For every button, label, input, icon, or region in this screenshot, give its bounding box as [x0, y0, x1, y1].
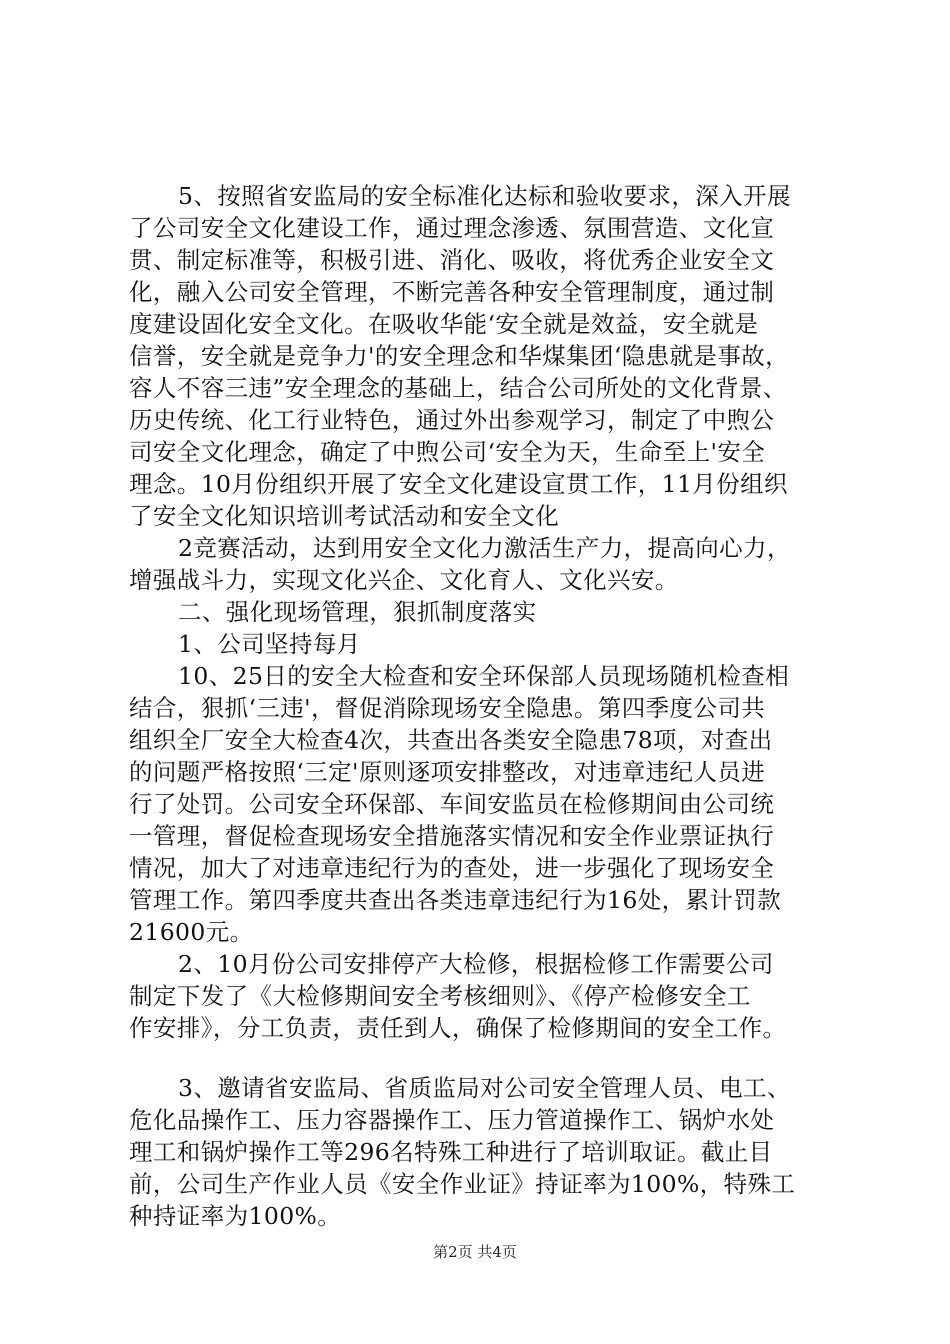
paragraph-line: 一管理，督促检查现场安全措施落实情况和安全作业票证执行: [129, 822, 775, 850]
paragraph-line: 制定下发了《大检修期间安全考核细则》、《停产检修安全工: [129, 982, 751, 1010]
paragraph-line: 2竞赛活动，达到用安全文化力激活生产力，提高向心力，: [178, 534, 791, 562]
paragraph-line: 21600元。: [129, 918, 254, 946]
paragraph-line: 贯、制定标准等，积极引进、消化、吸收，将优秀企业安全文: [129, 246, 775, 274]
paragraph-line: 2、10月份公司安排停产大检修，根据检修工作需要公司: [178, 950, 774, 978]
paragraph-line: 情况，加大了对违章违纪行为的查处，进一步强化了现场安全: [129, 854, 775, 882]
paragraph-line: 司安全文化理念，确定了中煦公司‘安全为天，生命至上'安全: [129, 438, 766, 466]
paragraph-line: 3、邀请省安监局、省质监局对公司安全管理人员、电工、: [178, 1074, 791, 1102]
paragraph-line: 了公司安全文化建设工作，通过理念渗透、氛围营造、文化宣: [129, 214, 775, 242]
page-number: 第2页 共4页: [433, 1243, 517, 1261]
paragraph-line: 危化品操作工、压力容器操作工、压力管道操作工、锅炉水处: [129, 1106, 775, 1134]
paragraph-line: 管理工作。第四季度共查出各类违章违纪行为16处，累计罚款: [129, 886, 782, 914]
paragraph-line: 行了处罚。公司安全环保部、车间安监员在检修期间由公司统: [129, 790, 775, 818]
paragraph-line: 增强战斗力，实现文化兴企、文化育人、文化兴安。: [129, 566, 679, 594]
paragraph-line: 前，公司生产作业人员《安全作业证》持证率为100%，特殊工: [129, 1170, 796, 1198]
paragraph-line: 10、25日的安全大检查和安全环保部人员现场随机检查相: [178, 662, 790, 690]
paragraph-line: 理念。10月份组织开展了安全文化建设宣贯工作，11月份组织: [129, 470, 788, 498]
paragraph-line: 度建设固化安全文化。在吸收华能‘安全就是效益，安全就是: [129, 310, 759, 338]
paragraph-line: 1、公司坚持每月: [178, 630, 361, 658]
section-heading: 二、强化现场管理，狠抓制度落实: [178, 598, 537, 626]
paragraph-line: 理工和锅炉操作工等296名特殊工种进行了培训取证。截止目: [129, 1138, 773, 1166]
paragraph-line: 作安排》，分工负责，责任到人，确保了检修期间的安全工作。: [129, 1014, 787, 1042]
paragraph-line: 化，融入公司安全管理，不断完善各种安全管理制度，通过制: [129, 278, 775, 306]
paragraph-line: 组织全厂安全大检查4次，共查出各类安全隐患78项，对查出: [129, 726, 773, 754]
paragraph-line: 5、按照省安监局的安全标准化达标和验收要求，深入开展: [178, 182, 791, 210]
paragraph-line: 种持证率为100%。: [129, 1202, 342, 1230]
paragraph-line: 历史传统、化工行业特色，通过外出参观学习，制定了中煦公: [129, 406, 775, 434]
paragraph-line: 了安全文化知识培训考试活动和安全文化: [129, 502, 560, 530]
paragraph-line: 结合，狠抓‘三违'，督促消除现场安全隐患。第四季度公司共: [129, 694, 766, 722]
paragraph-line: 容人不容三违”安全理念的基础上，结合公司所处的文化背景、: [129, 374, 787, 402]
paragraph-line: 的问题严格按照‘三定'原则逐项安排整改，对违章违纪人员进: [129, 758, 766, 786]
paragraph-line: 信誉，安全就是竞争力'的安全理念和华煤集团‘隐患就是事故，: [129, 342, 790, 370]
